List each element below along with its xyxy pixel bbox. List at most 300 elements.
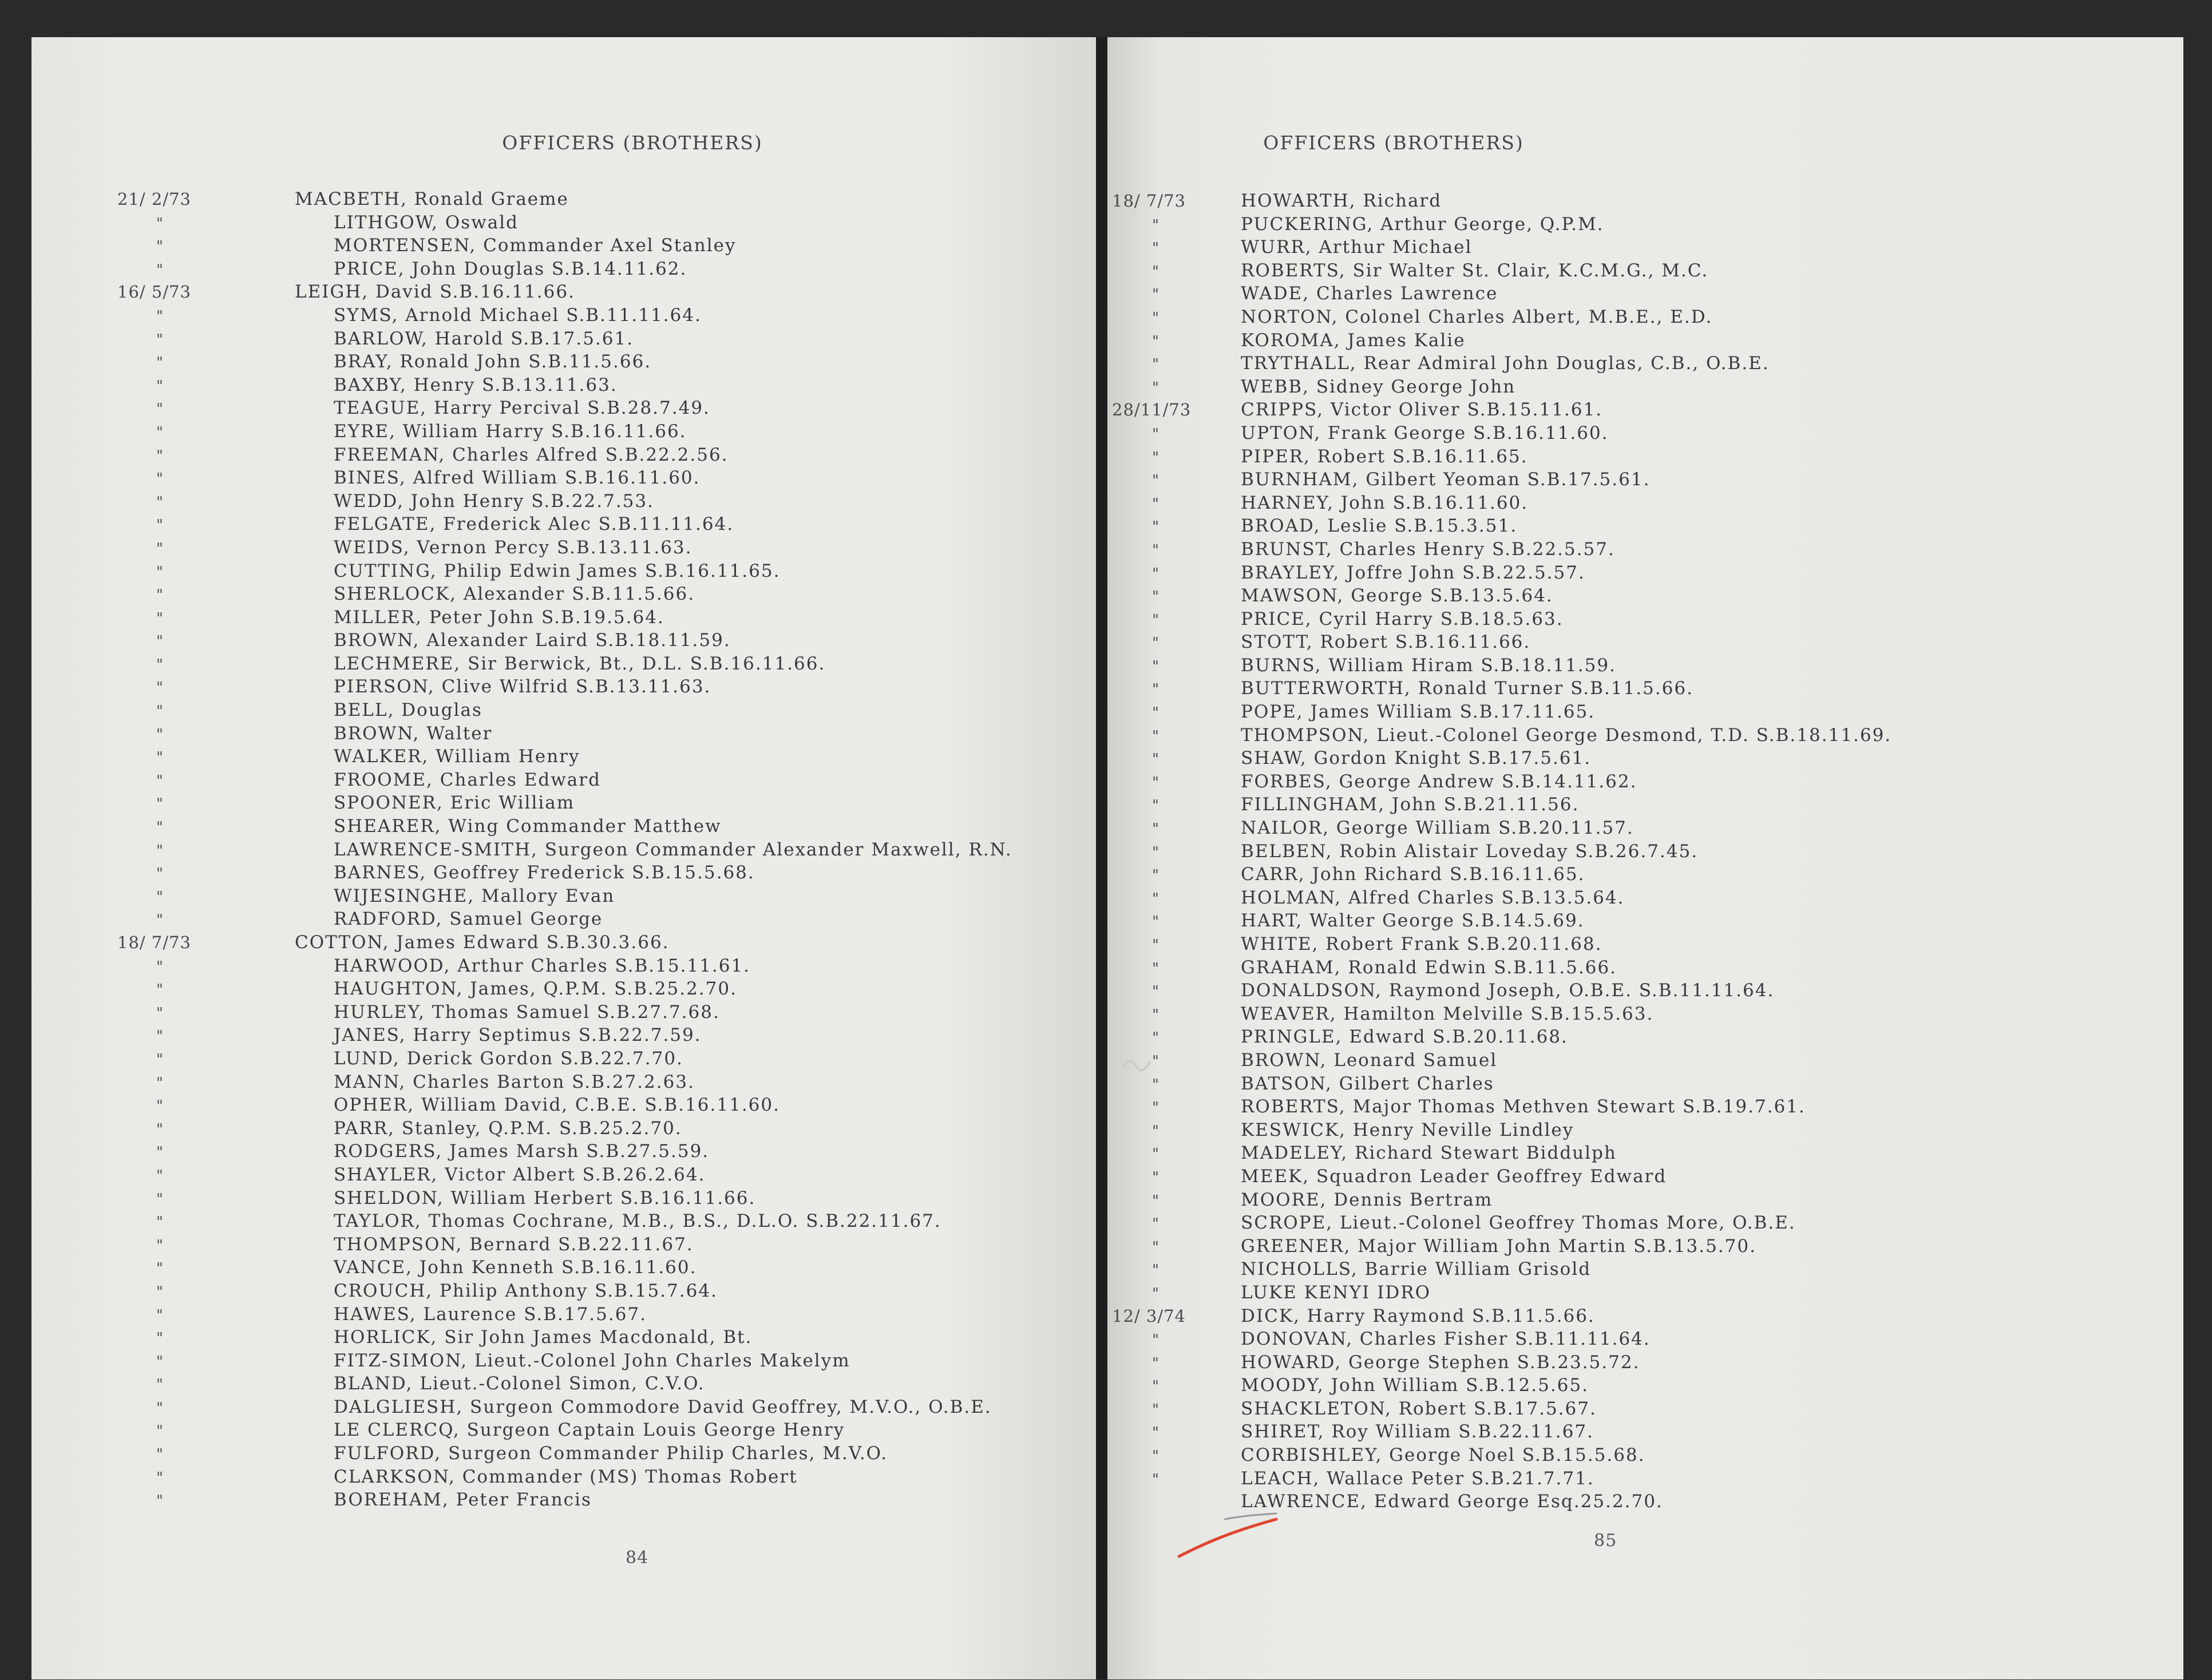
list-item — [117, 305, 1012, 328]
entry-date: " — [1152, 611, 1160, 629]
entry-date: " — [156, 726, 164, 743]
entry-name: RADFORD, Samuel George — [334, 909, 603, 930]
list-item — [1112, 910, 1892, 934]
list-item — [1112, 1050, 1892, 1073]
entry-date: " — [1152, 657, 1160, 675]
entry-name: WEAVER, Hamilton Melville S.B.15.5.63. — [1241, 1003, 1654, 1024]
list-item — [117, 700, 1012, 723]
entry-name: DICK, Harry Raymond S.B.11.5.66. — [1241, 1305, 1595, 1326]
entry-date: " — [156, 912, 164, 929]
entry-date: " — [156, 1330, 164, 1348]
page-header: OFFICERS (BROTHERS) — [1263, 132, 1524, 154]
entry-name: HARWOOD, Arthur Charles S.B.15.11.61. — [334, 955, 751, 976]
list-item — [117, 421, 1012, 445]
entry-name: WHITE, Robert Frank S.B.20.11.68. — [1241, 934, 1602, 954]
entry-name: PIERSON, Clive Wilfrid S.B.13.11.63. — [334, 676, 711, 698]
entry-name: LECHMERE, Sir Berwick, Bt., D.L. S.B.16.11.66. — [334, 653, 826, 674]
list-item — [117, 1188, 1012, 1211]
list-item — [117, 351, 1012, 375]
list-item — [1112, 1329, 1892, 1352]
entry-date: " — [156, 587, 164, 604]
entry-name: BLAND, Lieut.-Colonel Simon, C.V.O. — [334, 1373, 705, 1394]
entry-name: TRYTHALL, Rear Admiral John Douglas, C.B., O.B.E. — [1241, 353, 1770, 374]
list-item — [117, 1373, 1012, 1397]
entry-name: NORTON, Colonel Charles Albert, M.B.E., E.D. — [1241, 306, 1713, 327]
entry-name: GRAHAM, Ronald Edwin S.B.11.5.66. — [1241, 957, 1617, 978]
entry-name: BRUNST, Charles Henry S.B.22.5.57. — [1241, 538, 1615, 560]
entry-name: SYMS, Arnold Michael S.B.11.11.64. — [334, 304, 702, 326]
entry-date: " — [156, 238, 164, 256]
list-item — [1112, 980, 1892, 1004]
entry-name: FITZ-SIMON, Lieut.-Colonel John Charles Makelym — [334, 1350, 850, 1371]
entry-date: " — [1152, 681, 1160, 699]
list-item — [117, 445, 1012, 468]
entry-name: THOMPSON, Bernard S.B.22.11.67. — [334, 1234, 694, 1255]
list-item — [117, 909, 1012, 932]
list-item — [1112, 353, 1892, 377]
list-item — [117, 676, 1012, 700]
entry-date: " — [1152, 797, 1160, 815]
entry-date: " — [156, 493, 164, 511]
list-item — [1112, 330, 1892, 354]
list-item — [117, 282, 1012, 305]
entry-date: " — [1152, 1354, 1160, 1372]
entry-name: MANN, Charles Barton S.B.27.2.63. — [334, 1071, 695, 1092]
entry-name: BOREHAM, Peter Francis — [334, 1489, 592, 1511]
entry-date: " — [1152, 843, 1160, 861]
list-item — [117, 1327, 1012, 1350]
entry-date: " — [1152, 890, 1160, 908]
entry-name: THOMPSON, Lieut.-Colonel George Desmond, T.D. S.B.18.11.69. — [1241, 724, 1892, 746]
list-item — [117, 607, 1012, 631]
entry-date: " — [156, 958, 164, 976]
entry-name: LEIGH, David S.B.16.11.66. — [295, 282, 575, 303]
list-item — [117, 1350, 1012, 1374]
entry-date: " — [1152, 1122, 1160, 1140]
list-item — [1112, 725, 1892, 748]
list-item — [1112, 1352, 1892, 1376]
entry-date: 18/ 7/73 — [1112, 191, 1186, 211]
entry-date: " — [156, 842, 164, 859]
list-item — [117, 746, 1012, 770]
entry-name: DONOVAN, Charles Fisher S.B.11.11.64. — [1241, 1329, 1651, 1350]
entry-date: " — [1152, 356, 1160, 374]
list-item — [117, 1257, 1012, 1281]
entry-name: BRAYLEY, Joffre John S.B.22.5.57. — [1241, 562, 1585, 583]
list-item — [117, 189, 1012, 212]
list-item — [1112, 237, 1892, 260]
list-item — [117, 1211, 1012, 1234]
entry-date: 28/11/73 — [1112, 400, 1192, 420]
entry-name: HAWES, Laurence S.B.17.5.67. — [334, 1303, 647, 1325]
entry-date: " — [156, 540, 164, 557]
entry-name: ROBERTS, Sir Walter St. Clair, K.C.M.G., M.C. — [1241, 260, 1709, 281]
entry-name: COTTON, James Edward S.B.30.3.66. — [295, 932, 670, 953]
entry-date: " — [1152, 913, 1160, 931]
entry-date: " — [1152, 867, 1160, 885]
list-item — [1112, 493, 1892, 516]
list-item — [1112, 562, 1892, 586]
list-item — [117, 212, 1012, 236]
entry-date: " — [156, 215, 164, 232]
entry-date: " — [1152, 1146, 1160, 1163]
entry-date: " — [156, 1074, 164, 1092]
entry-date: " — [1152, 960, 1160, 977]
entry-date: " — [156, 656, 164, 673]
entry-date: " — [156, 1353, 164, 1370]
entry-name: FULFORD, Surgeon Commander Philip Charles, M.V.O. — [334, 1443, 888, 1464]
list-item — [1112, 1375, 1892, 1398]
entry-name: LEACH, Wallace Peter S.B.21.7.71. — [1241, 1468, 1594, 1489]
entry-date: " — [1152, 635, 1160, 652]
entry-date: " — [156, 1190, 164, 1208]
entry-date: " — [156, 795, 164, 813]
list-item — [117, 235, 1012, 259]
list-item — [117, 1141, 1012, 1164]
entry-date: " — [156, 563, 164, 581]
entry-date: " — [156, 1120, 164, 1138]
list-item — [117, 1095, 1012, 1118]
entry-name: TAYLOR, Thomas Cochrane, M.B., B.S., D.L.O. S.B.22.11.67. — [334, 1211, 941, 1232]
entry-date: " — [156, 470, 164, 488]
entry-date: " — [1152, 1099, 1160, 1117]
entry-date: " — [1152, 472, 1160, 490]
entry-name: CARR, John Richard S.B.16.11.65. — [1241, 864, 1585, 885]
entry-date: " — [156, 1214, 164, 1231]
entry-name: FROOME, Charles Edward — [334, 769, 601, 790]
list-item — [1112, 539, 1892, 562]
entry-name: HOWARTH, Richard — [1241, 191, 1442, 211]
list-item — [117, 1072, 1012, 1095]
list-item — [1112, 1027, 1892, 1050]
entry-name: WADE, Charles Lawrence — [1241, 283, 1498, 304]
entry-date: " — [156, 819, 164, 837]
entry-name: LITHGOW, Oswald — [334, 212, 519, 233]
list-item — [1112, 260, 1892, 284]
entry-name: SHELDON, William Herbert S.B.16.11.66. — [334, 1187, 756, 1209]
page-header: OFFICERS (BROTHERS) — [502, 132, 763, 154]
entry-name: FILLINGHAM, John S.B.21.11.56. — [1241, 794, 1580, 815]
list-item — [117, 1304, 1012, 1328]
list-item — [1112, 191, 1892, 214]
entry-date: " — [1152, 425, 1160, 443]
entry-name: NICHOLLS, Barrie William Grisold — [1241, 1259, 1592, 1280]
entry-date: " — [1152, 983, 1160, 1001]
list-item — [1112, 423, 1892, 446]
entry-date: " — [156, 703, 164, 720]
entry-name: BROWN, Leonard Samuel — [1241, 1049, 1498, 1071]
entry-name: BARNES, Geoffrey Frederick S.B.15.5.68. — [334, 862, 755, 883]
list-item — [117, 1467, 1012, 1490]
entry-name: MORTENSEN, Commander Axel Stanley — [334, 235, 737, 256]
entry-name: SHACKLETON, Robert S.B.17.5.67. — [1241, 1398, 1597, 1419]
entry-date: " — [1152, 379, 1160, 397]
list-item — [1112, 1166, 1892, 1190]
entry-name: SCROPE, Lieut.-Colonel Geoffrey Thomas More, O.B.E. — [1241, 1213, 1796, 1234]
entry-date: " — [156, 1492, 164, 1510]
list-item — [1112, 1398, 1892, 1422]
entry-date: " — [1152, 588, 1160, 606]
entry-date: " — [1152, 1215, 1160, 1233]
entry-date: 16/ 5/73 — [117, 282, 192, 302]
list-item — [1112, 516, 1892, 539]
list-item — [1112, 887, 1892, 911]
entry-date: " — [1152, 541, 1160, 559]
list-item — [117, 1118, 1012, 1142]
entry-name: PRICE, John Douglas S.B.14.11.62. — [334, 258, 687, 279]
entry-date: " — [156, 772, 164, 790]
entry-date: " — [1152, 1285, 1160, 1302]
entry-date: " — [156, 865, 164, 883]
list-item — [1112, 1445, 1892, 1468]
entry-name: HAUGHTON, James, Q.P.M. S.B.25.2.70. — [334, 978, 737, 1000]
entry-date: " — [156, 331, 164, 348]
entry-name: MEEK, Squadron Leader Geoffrey Edward — [1241, 1166, 1667, 1187]
entry-name: WURR, Arthur Michael — [1241, 237, 1473, 258]
list-item — [1112, 283, 1892, 307]
entry-date: " — [1152, 1076, 1160, 1093]
list-item — [117, 398, 1012, 421]
entry-date: " — [156, 1167, 164, 1184]
list-item — [1112, 632, 1892, 655]
entry-name: HORLICK, Sir John James Macdonald, Bt. — [334, 1327, 753, 1348]
list-item — [1112, 1236, 1892, 1259]
entry-name: HARNEY, John S.B.16.11.60. — [1241, 492, 1529, 513]
list-item — [1112, 1096, 1892, 1120]
entry-name: BAXBY, Henry S.B.13.11.63. — [334, 374, 618, 395]
list-item — [1112, 864, 1892, 887]
list-item — [117, 467, 1012, 491]
entry-date: " — [156, 1004, 164, 1022]
entry-date: " — [156, 1260, 164, 1278]
list-item — [1112, 377, 1892, 400]
entry-name: LUKE KENYI IDRO — [1241, 1282, 1431, 1303]
entry-date: " — [156, 749, 164, 767]
entry-date: " — [1152, 449, 1160, 466]
list-item — [117, 770, 1012, 793]
list-item — [117, 584, 1012, 607]
entry-date: " — [156, 447, 164, 465]
entry-name: PRINGLE, Edward S.B.20.11.68. — [1241, 1027, 1568, 1048]
list-item — [1112, 841, 1892, 865]
list-item — [1112, 748, 1892, 771]
entry-date: " — [156, 423, 164, 441]
entry-date: " — [156, 307, 164, 325]
entry-name: NAILOR, George William S.B.20.11.57. — [1241, 818, 1634, 839]
entry-date: " — [156, 679, 164, 697]
entry-date: " — [1152, 286, 1160, 304]
entry-name: PRICE, Cyril Harry S.B.18.5.63. — [1241, 608, 1564, 629]
entry-date: " — [1152, 1052, 1160, 1070]
entry-date: " — [1152, 1029, 1160, 1047]
book-spread — [31, 37, 2183, 1679]
entry-name: BELL, Douglas — [334, 700, 482, 721]
list-item — [1112, 702, 1892, 725]
entry-date: " — [1152, 751, 1160, 768]
list-item — [1112, 818, 1892, 841]
entry-name: OPHER, William David, C.B.E. S.B.16.11.60. — [334, 1095, 780, 1116]
list-item — [117, 1489, 1012, 1513]
entry-name: WIJESINGHE, Mallory Evan — [334, 885, 615, 906]
list-item — [117, 862, 1012, 886]
page-number: 84 — [626, 1548, 649, 1568]
list-item — [117, 1443, 1012, 1467]
list-item — [117, 1002, 1012, 1025]
entry-name: RODGERS, James Marsh S.B.27.5.59. — [334, 1141, 710, 1162]
list-item — [1112, 307, 1892, 330]
entry-name: HOLMAN, Alfred Charles S.B.13.5.64. — [1241, 887, 1625, 908]
entry-date: " — [1152, 1448, 1160, 1465]
entry-date: " — [1152, 216, 1160, 234]
officer-list — [1112, 191, 1892, 1515]
list-item — [117, 630, 1012, 653]
entry-name: LUND, Derick Gordon S.B.22.7.70. — [334, 1048, 683, 1069]
entry-date: " — [1152, 309, 1160, 327]
entry-date: " — [1152, 1378, 1160, 1396]
list-item — [1112, 934, 1892, 957]
entry-name: FELGATE, Frederick Alec S.B.11.11.64. — [334, 514, 734, 535]
entry-name: HOWARD, George Stephen S.B.23.5.72. — [1241, 1352, 1640, 1373]
entry-name: BROWN, Walter — [334, 723, 493, 744]
entry-name: POPE, James William S.B.17.11.65. — [1241, 702, 1596, 723]
list-item — [117, 537, 1012, 561]
entry-name: BRAY, Ronald John S.B.11.5.66. — [334, 351, 652, 373]
entry-name: BATSON, Gilbert Charles — [1241, 1073, 1494, 1094]
list-item — [1112, 1421, 1892, 1445]
list-item — [117, 259, 1012, 282]
entry-date: " — [1152, 1238, 1160, 1256]
entry-name: MAWSON, George S.B.13.5.64. — [1241, 585, 1553, 607]
entry-name: DALGLIESH, Surgeon Commodore David Geoffrey, M.V.O., O.B.E. — [334, 1396, 992, 1417]
list-item — [1112, 1143, 1892, 1166]
entry-date: " — [156, 1051, 164, 1068]
entry-name: UPTON, Frank George S.B.16.11.60. — [1241, 422, 1609, 443]
entry-date: " — [156, 1376, 164, 1394]
entry-name: DONALDSON, Raymond Joseph, O.B.E. S.B.11.11.64. — [1241, 980, 1775, 1001]
list-item — [117, 932, 1012, 956]
entry-date: " — [156, 354, 164, 372]
entry-name: WEBB, Sidney George John — [1241, 376, 1516, 397]
right-page — [1107, 37, 2183, 1679]
list-item — [117, 1420, 1012, 1443]
entry-date: " — [1152, 727, 1160, 745]
entry-name: STOTT, Robert S.B.16.11.66. — [1241, 632, 1531, 653]
entry-name: BELBEN, Robin Alistair Loveday S.B.26.7.45. — [1241, 841, 1699, 862]
entry-date: " — [156, 261, 164, 279]
entry-name: WEDD, John Henry S.B.22.7.53. — [334, 490, 655, 512]
entry-name: HART, Walter George S.B.14.5.69. — [1241, 910, 1585, 932]
list-item — [117, 653, 1012, 677]
list-item — [1112, 1259, 1892, 1282]
list-item — [117, 491, 1012, 514]
entry-date: " — [1152, 821, 1160, 838]
entry-date: " — [156, 888, 164, 906]
list-item — [1112, 1213, 1892, 1236]
entry-date: " — [156, 1237, 164, 1254]
entry-date: 12/ 3/74 — [1112, 1306, 1186, 1326]
entry-date: " — [156, 517, 164, 534]
list-item — [117, 1234, 1012, 1258]
entry-name: BROAD, Leslie S.B.15.3.51. — [1241, 516, 1518, 537]
list-item — [117, 793, 1012, 816]
list-item — [1112, 469, 1892, 493]
list-item — [1112, 794, 1892, 818]
entry-name: EYRE, William Harry S.B.16.11.66. — [334, 421, 687, 442]
entry-date: " — [156, 1399, 164, 1417]
entry-name: LE CLERCQ, Surgeon Captain Louis George Henry — [334, 1420, 845, 1441]
list-item — [117, 328, 1012, 352]
entry-name: BROWN, Alexander Laird S.B.18.11.59. — [334, 630, 731, 651]
entry-name: LAWRENCE-SMITH, Surgeon Commander Alexander Maxwell, R.N. — [334, 839, 1012, 860]
entry-date: " — [156, 401, 164, 418]
list-item — [117, 1164, 1012, 1188]
list-item — [117, 886, 1012, 909]
list-item — [117, 816, 1012, 839]
entry-name: CORBISHLEY, George Noel S.B.15.5.68. — [1241, 1445, 1645, 1466]
red-pen-mark — [1173, 1508, 1282, 1559]
entry-date: " — [156, 1283, 164, 1301]
entry-name: SPOONER, Eric William — [334, 793, 575, 814]
list-item — [1112, 1004, 1892, 1027]
entry-name: CUTTING, Philip Edwin James S.B.16.11.65. — [334, 560, 781, 581]
entry-name: SHERLOCK, Alexander S.B.11.5.66. — [334, 584, 695, 605]
page-number: 85 — [1594, 1531, 1617, 1551]
list-item — [1112, 655, 1892, 679]
entry-date: " — [156, 609, 164, 627]
list-item — [117, 375, 1012, 398]
entry-date: 18/ 7/73 — [117, 933, 192, 952]
entry-date: " — [1152, 1401, 1160, 1419]
entry-name: MOORE, Dennis Bertram — [1241, 1189, 1493, 1210]
list-item — [1112, 1282, 1892, 1306]
list-item — [1112, 1073, 1892, 1097]
entry-name: BUTTERWORTH, Ronald Turner S.B.11.5.66. — [1241, 678, 1693, 699]
entry-date: " — [1152, 704, 1160, 722]
entry-name: WALKER, William Henry — [334, 746, 580, 767]
entry-date: " — [156, 1306, 164, 1324]
entry-name: SHAW, Gordon Knight S.B.17.5.61. — [1241, 748, 1592, 769]
entry-name: KOROMA, James Kalie — [1241, 330, 1466, 351]
list-item — [117, 978, 1012, 1002]
entry-date: " — [156, 1144, 164, 1162]
entry-name: SHIRET, Roy William S.B.22.11.67. — [1241, 1421, 1594, 1443]
list-item — [1112, 399, 1892, 423]
entry-date: " — [156, 1469, 164, 1487]
list-item — [117, 1397, 1012, 1420]
entry-name: PARR, Stanley, Q.P.M. S.B.25.2.70. — [334, 1118, 682, 1139]
list-item — [1112, 771, 1892, 795]
list-item — [117, 839, 1012, 863]
list-item — [1112, 446, 1892, 470]
entry-name: LAWRENCE, Edward George Esq.25.2.70. — [1241, 1491, 1663, 1512]
list-item — [1112, 1468, 1892, 1492]
list-item — [117, 514, 1012, 537]
entry-date: " — [1152, 518, 1160, 536]
list-item — [1112, 609, 1892, 632]
entry-date: " — [1152, 1471, 1160, 1488]
entry-date: " — [1152, 1192, 1160, 1210]
list-item — [117, 956, 1012, 979]
entry-name: BURNHAM, Gilbert Yeoman S.B.17.5.61. — [1241, 469, 1651, 490]
entry-name: SHAYLER, Victor Albert S.B.26.2.64. — [334, 1164, 706, 1185]
entry-date: " — [156, 377, 164, 395]
entry-name: BURNS, William Hiram S.B.18.11.59. — [1241, 655, 1616, 676]
entry-name: BINES, Alfred William S.B.16.11.60. — [334, 467, 701, 489]
entry-date: " — [1152, 1006, 1160, 1024]
list-item — [117, 723, 1012, 747]
entry-date: " — [1152, 332, 1160, 350]
list-item — [1112, 957, 1892, 981]
